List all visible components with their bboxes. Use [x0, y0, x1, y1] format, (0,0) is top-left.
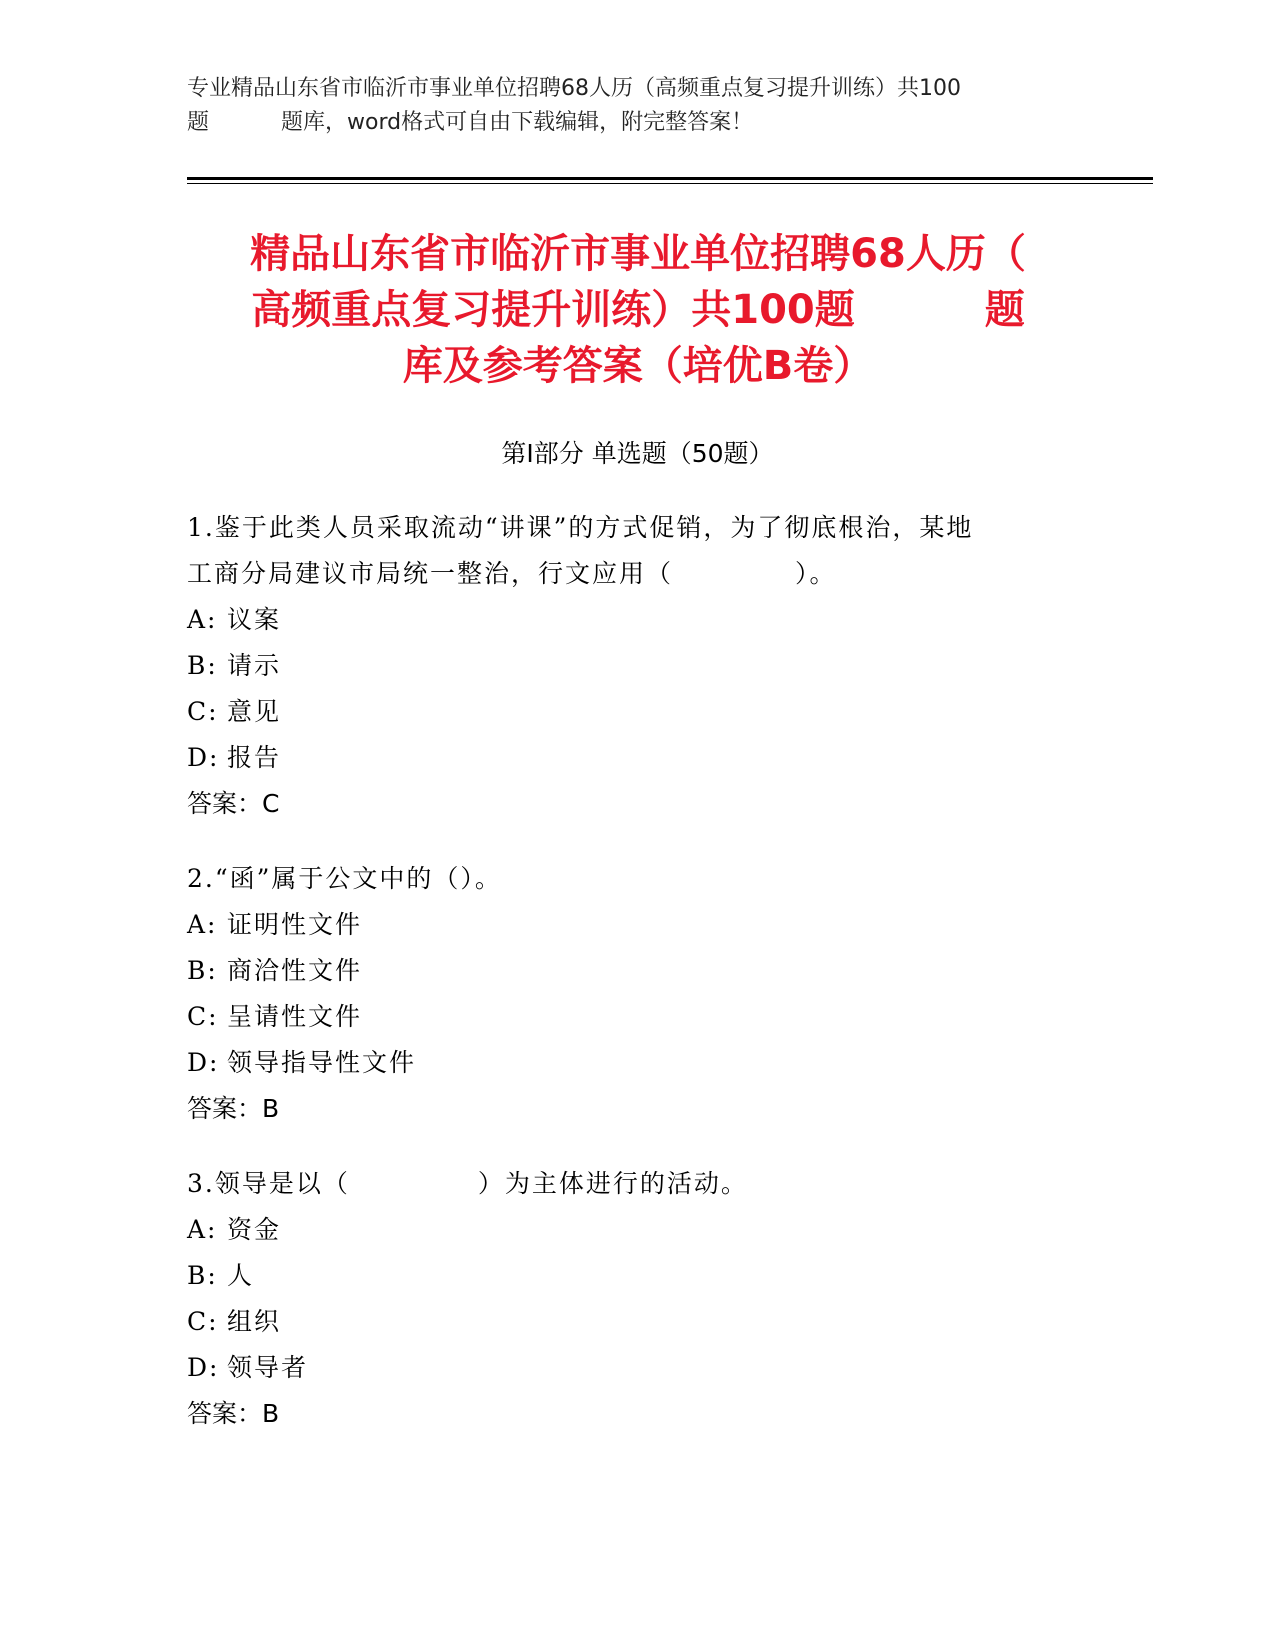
question-2-stem: 2.“函”属于公文中的（）。	[187, 864, 502, 893]
title-line-2-start: 高频重点复习提升训练）共100题	[251, 287, 855, 333]
option-letter: A:	[187, 1215, 218, 1244]
option-text: 人	[227, 1261, 255, 1290]
option-text: 组织	[227, 1307, 282, 1336]
option-letter: A:	[187, 910, 218, 939]
option-letter: D:	[187, 743, 220, 772]
header-line-1: 专业精品山东省市临沂市事业单位招聘68人历（高频重点复习提升训练）共100	[187, 76, 961, 101]
question-1-option-c	[187, 689, 1087, 735]
title-line-3: 库及参考答案（培优B卷）	[402, 343, 874, 389]
option-text: 报告	[227, 743, 282, 772]
title-line-1: 精品山东省市临沂市事业单位招聘68人历（	[250, 231, 1026, 277]
header-line-2-start: 题	[187, 110, 210, 135]
question-1	[187, 505, 1087, 827]
title-line-2-end: 题	[984, 287, 1025, 333]
option-text: 领导指导性文件	[227, 1048, 417, 1077]
option-letter: B:	[187, 1261, 218, 1290]
document-title	[150, 226, 1126, 394]
header-divider-thick	[187, 177, 1153, 180]
question-3-option-d	[187, 1345, 1087, 1391]
question-2-option-b	[187, 948, 1087, 994]
option-letter: C:	[187, 697, 219, 726]
header-divider-thin	[187, 183, 1153, 184]
option-text: 意见	[227, 697, 282, 726]
question-1-stem-line-1: 1.鉴于此类人员采取流动“讲课”的方式促销，为了彻底根治，某地	[187, 513, 974, 542]
option-letter: A:	[187, 605, 218, 634]
option-letter: C:	[187, 1002, 219, 1031]
option-text: 请示	[227, 651, 282, 680]
question-1-option-b	[187, 643, 1087, 689]
option-letter: C:	[187, 1307, 219, 1336]
header-line-2-end: 题库，word格式可自由下载编辑，附完整答案！	[281, 110, 754, 135]
question-1-option-a	[187, 597, 1087, 643]
question-2-answer: 答案：B	[187, 1094, 280, 1123]
section-heading: 第Ⅰ部分 单选题（50题）	[501, 439, 774, 468]
question-3-option-c	[187, 1299, 1087, 1345]
question-2	[187, 856, 1087, 1132]
question-3-stem-start: 3.领导是以（	[187, 1169, 350, 1198]
question-1-stem-line-2	[187, 551, 1087, 597]
option-letter: B:	[187, 651, 218, 680]
question-1-option-d	[187, 735, 1087, 781]
question-2-option-d	[187, 1040, 1087, 1086]
question-3-answer: 答案：B	[187, 1399, 280, 1428]
option-letter: D:	[187, 1048, 220, 1077]
question-2-option-c	[187, 994, 1087, 1040]
question-2-option-a	[187, 902, 1087, 948]
option-letter: D:	[187, 1353, 220, 1382]
option-text: 证明性文件	[227, 910, 363, 939]
option-text: 议案	[227, 605, 282, 634]
title-line-2	[150, 282, 1126, 338]
question-1-answer: 答案：C	[187, 789, 280, 818]
header-line-2	[187, 106, 1087, 140]
option-text: 领导者	[227, 1353, 309, 1382]
question-3-option-b	[187, 1253, 1087, 1299]
question-3-option-a	[187, 1207, 1087, 1253]
question-1-stem-line-2-start: 工商分局建议市局统一整治，行文应用（	[187, 559, 674, 588]
document-header	[187, 72, 1087, 140]
question-3-stem	[187, 1161, 1087, 1207]
option-text: 商洽性文件	[227, 956, 363, 985]
option-text: 呈请性文件	[227, 1002, 363, 1031]
question-3	[187, 1161, 1087, 1437]
option-text: 资金	[227, 1215, 282, 1244]
question-3-stem-end: ）为主体进行的活动。	[477, 1169, 748, 1198]
question-1-stem-line-2-end: ）。	[795, 559, 837, 588]
option-letter: B:	[187, 956, 218, 985]
